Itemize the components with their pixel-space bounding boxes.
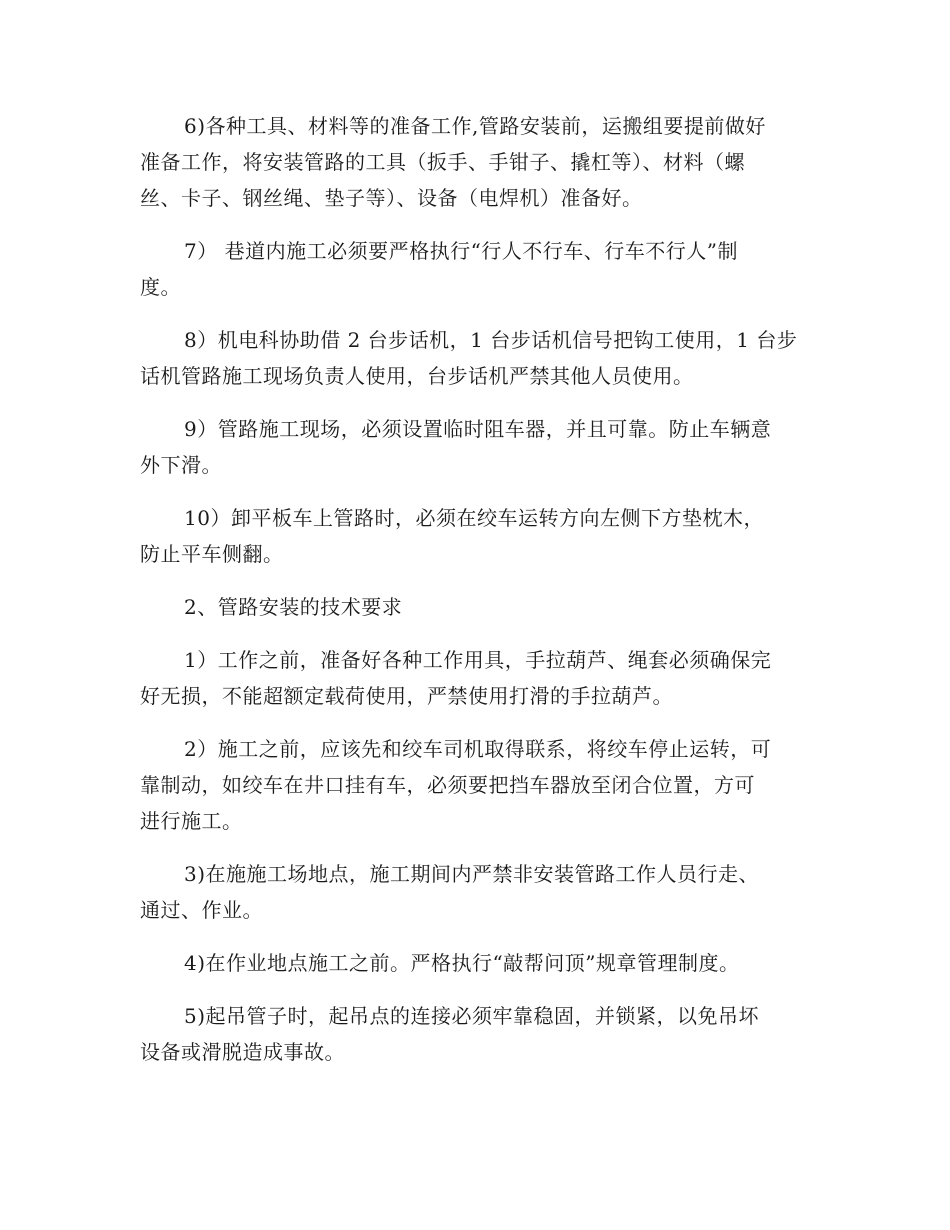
paragraph-line: 丝、卡子、钢丝绳、垫子等）、设备（电焊机）准备好。: [140, 186, 643, 210]
paragraph-line: 好无损，不能超额定载荷使用，严禁使用打滑的手拉葫芦。: [140, 684, 673, 708]
paragraph-item-6: [140, 108, 820, 216]
paragraph-line: 6)各种工具、材料等的准备工作,管路安装前，运搬组要提前做好: [184, 114, 766, 138]
paragraph-line: 2）施工之前，应该先和绞车司机取得联系，将绞车停止运转，可: [184, 737, 772, 761]
requirement-item-2: [140, 731, 820, 839]
paragraph-item-7: [140, 233, 820, 305]
requirement-item-1: [140, 642, 820, 714]
paragraph-line: 度。: [140, 275, 181, 299]
paragraph-line: 1）工作之前，准备好各种工作用具，手拉葫芦、绳套必须确保完: [184, 648, 772, 672]
paragraph-item-8: [140, 322, 820, 394]
paragraph-item-10: [140, 500, 820, 572]
section-heading-text: 2、管路安装的技术要求: [184, 595, 403, 619]
paragraph-line: 9）管路施工现场，必须设置临时阻车器，并且可靠。防止车辆意: [184, 417, 772, 441]
section-heading: [140, 589, 820, 625]
paragraph-line: 5)起吊管子时，起吊点的连接必须牢靠稳固，并锁紧，以免吊坏: [184, 1004, 760, 1028]
paragraph-line: 话机管路施工现场负责人使用，台步话机严禁其他人员使用。: [140, 364, 694, 388]
paragraph-line: 通过、作业。: [140, 898, 263, 922]
paragraph-line: 10）卸平板车上管路时，必须在绞车运转方向左侧下方垫枕木，: [184, 506, 764, 530]
paragraph-line: 3)在施施工场地点，施工期间内严禁非安装管路工作人员行走、: [184, 862, 760, 886]
paragraph-line: 8）机电科协助借 2 台步话机，1 台步话机信号把钩工使用，1 台步: [184, 328, 798, 352]
paragraph-line: 7） 巷道内施工必须要严格执行“行人不行车、行车不行人”制: [184, 239, 739, 263]
paragraph-line: 防止平车侧翻。: [140, 542, 284, 566]
requirement-item-5: [140, 998, 820, 1070]
paragraph-item-9: [140, 411, 820, 483]
paragraph-line: 设备或滑脱造成事故。: [140, 1040, 345, 1064]
paragraph-line: 外下滑。: [140, 453, 222, 477]
paragraph-line: 4)在作业地点施工之前。严格执行“敲帮问顶”规章管理制度。: [184, 951, 740, 975]
requirement-item-4: [140, 945, 820, 981]
document-body: [140, 108, 820, 1087]
paragraph-line: 准备工作，将安装管路的工具（扳手、手钳子、撬杠等）、材料（螺: [140, 150, 745, 174]
paragraph-line: 靠制动，如绞车在井口挂有车，必须要把挡车器放至闭合位置，方可: [140, 773, 755, 797]
paragraph-line: 进行施工。: [140, 809, 243, 833]
requirement-item-3: [140, 856, 820, 928]
